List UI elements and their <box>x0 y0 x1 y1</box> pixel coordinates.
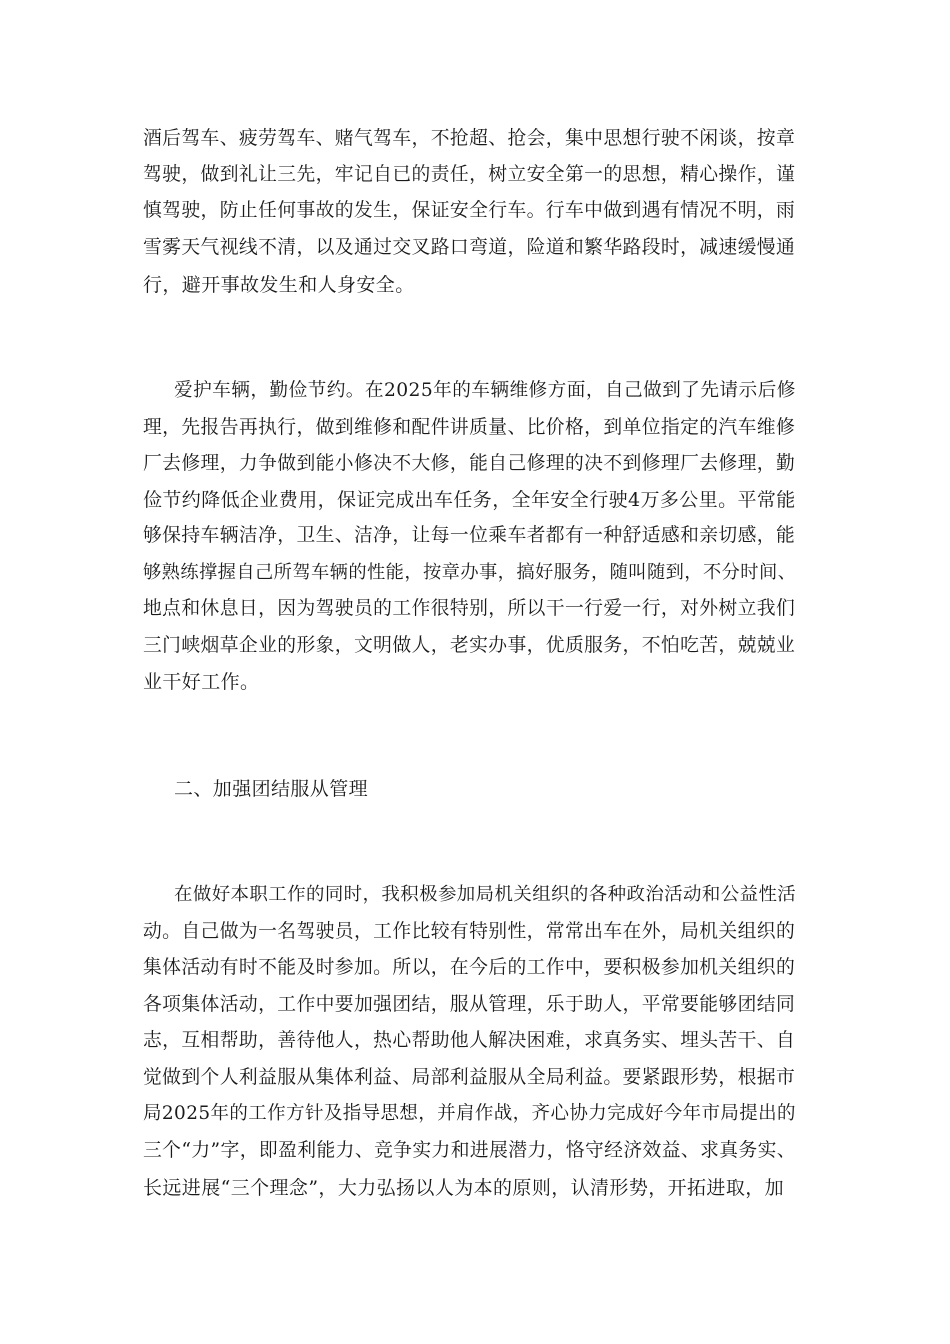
paragraph-2-line-1: 爱护车辆，勤俭节约。在2025年的车辆维修方面，自己做到了先请示后修 <box>174 380 796 401</box>
paragraph-3-line-1: 在做好本职工作的同时，我积极参加局机关组织的各种政治活动和公益性活 <box>174 884 797 905</box>
paragraph-1-line-1: 酒后驾车、疲劳驾车、赌气驾车，不抢超、抢会，集中思想行驶不闲谈，按章 <box>143 128 796 149</box>
paragraph-3-line-6: 觉做到个人利益服从集体利益、局部利益服从全局利益。要紧跟形势，根据市 <box>143 1067 796 1088</box>
paragraph-2-line-3: 厂去修理，力争做到能小修决不大修，能自己修理的决不到修理厂去修理，勤 <box>143 453 796 474</box>
paragraph-1-line-2: 驾驶，做到礼让三先，牢记自已的责任，树立安全第一的思想，精心操作，谨 <box>143 164 796 185</box>
paragraph-2-line-4: 俭节约降低企业费用，保证完成出车任务，全年安全行驶4万多公里。平常能 <box>143 489 796 511</box>
paragraph-3-line-7: 局2025年的工作方针及指导思想，并肩作战，齐心协力完成好今年市局提出的 <box>143 1103 796 1124</box>
paragraph-3-line-9: 长远进展“三个理念”，大力弘扬以人为本的原则，认清形势，开拓进取，加 <box>143 1177 785 1199</box>
paragraph-3-line-3: 集体活动有时不能及时参加。所以，在今后的工作中，要积极参加机关组织的 <box>143 957 796 978</box>
paragraph-1-line-3: 慎驾驶，防止任何事故的发生，保证安全行车。行车中做到遇有情况不明，雨 <box>143 200 796 221</box>
paragraph-2-line-2: 理，先报告再执行，做到维修和配件讲质量、比价格，到单位指定的汽车维修 <box>143 417 796 438</box>
section-heading: 二、加强团结服从管理 <box>174 778 369 800</box>
paragraph-2-line-8: 三门峡烟草企业的形象，文明做人，老实办事，优质服务，不怕吃苦，兢兢业 <box>143 635 796 656</box>
paragraph-3-line-8: 三个“力”字，即盈利能力、竞争实力和进展潜力，恪守经济效益、求真务实、 <box>143 1140 796 1161</box>
paragraph-2-line-7: 地点和休息日，因为驾驶员的工作很特别，所以干一行爱一行，对外树立我们 <box>143 598 796 619</box>
paragraph-2-line-6: 够熟练撑握自己所驾车辆的性能，按章办事，搞好服务，随叫随到，不分时间、 <box>143 562 797 583</box>
paragraph-3-line-2: 动。自己做为一名驾驶员，工作比较有特别性，常常出车在外，局机关组织的 <box>143 921 796 942</box>
paragraph-1-line-5: 行，避开事故发生和人身安全。 <box>143 274 415 296</box>
paragraph-1-line-4: 雪雾天气视线不清，以及通过交叉路口弯道，险道和繁华路段时，减速缓慢通 <box>143 237 796 258</box>
paragraph-3-line-5: 志，互相帮助，善待他人，热心帮助他人解决困难，求真务实、埋头苦干、自 <box>143 1030 796 1051</box>
paragraph-2-line-9: 业干好工作。 <box>143 671 260 693</box>
paragraph-3-line-4: 各项集体活动，工作中要加强团结，服从管理，乐于助人，平常要能够团结同 <box>143 994 796 1015</box>
paragraph-2-line-5: 够保持车辆洁净，卫生、洁净，让每一位乘车者都有一种舒适感和亲切感，能 <box>143 525 796 546</box>
